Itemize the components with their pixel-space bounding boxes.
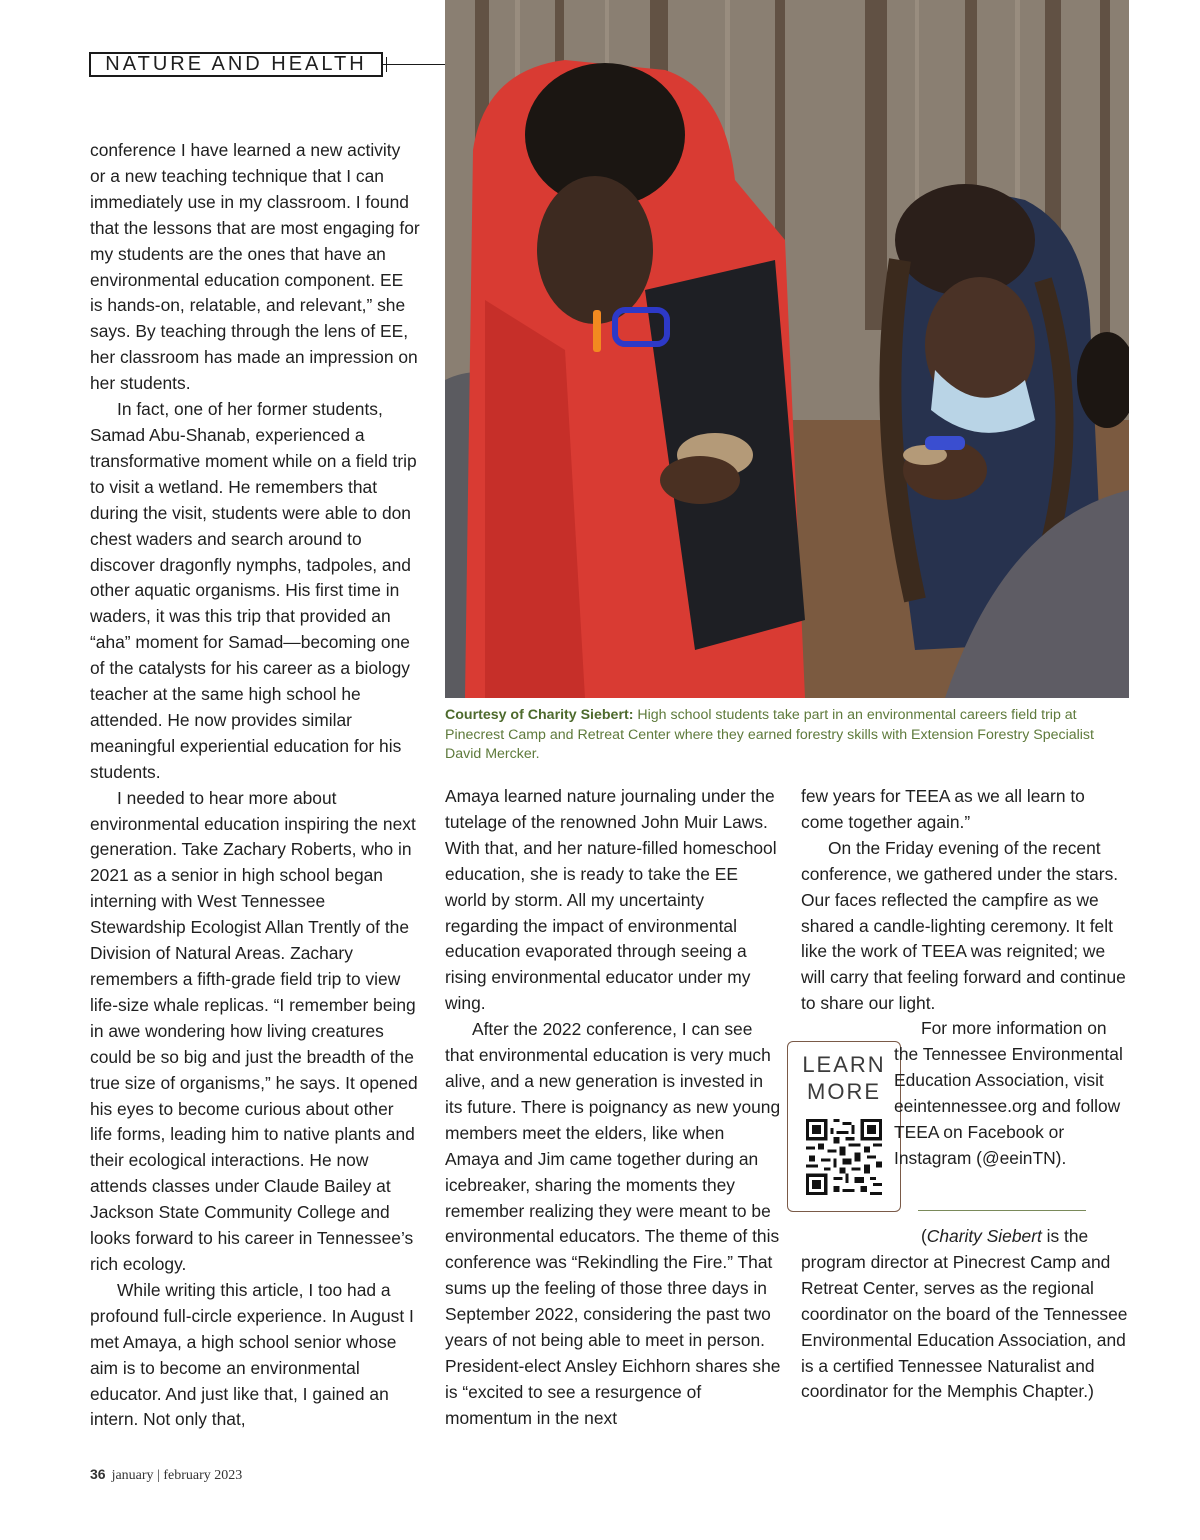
students-field-trip-photo bbox=[445, 0, 1129, 698]
paragraph: In fact, one of her former students, Samad Abu-Shanab, experienced a transformative moment while on a field trip to visit a wetland. He remembers that during the visit, students were able to don chest waders and search around to discover dragonfly nymphs, tadpoles, and other aquatic organisms. His first time in waders, it was this trip that provided an “aha” moment for Samad—becoming one of the catalysts for his career as a biology teacher at the same high school he attended. He now provides similar meaningful experiential education for his students. bbox=[90, 399, 417, 782]
photo-illustration bbox=[445, 0, 1129, 698]
paragraph: few years for TEEA as we all learn to come together again.” bbox=[801, 786, 1085, 832]
section-rule bbox=[383, 64, 446, 65]
article-column-1 bbox=[90, 138, 420, 1433]
learn-more-info bbox=[894, 1016, 1131, 1171]
learn-more-info-text: For more information on the Tennessee Environmental Education Association, visit eeintennessee.org and follow TEEA on Facebook or Instagram (@eeinTN). bbox=[894, 1018, 1123, 1168]
bio-text: is the program director at Pinecrest Camp and Retreat Center, serves as the regional coordinator on the board of the Tennessee Environmental Education Association, and is a certified Tennessee Naturalist and coordinator for the Memphis Chapter.) bbox=[801, 1226, 1128, 1402]
article-column-2 bbox=[445, 784, 781, 1432]
page-number: 36 bbox=[90, 1466, 106, 1482]
learn-more-line1: LEARN bbox=[802, 1052, 886, 1077]
learn-more-line2: MORE bbox=[807, 1079, 881, 1104]
article-column-3 bbox=[801, 784, 1131, 1017]
author-bio bbox=[801, 1224, 1131, 1405]
caption-credit: Courtesy of Charity Siebert: bbox=[445, 707, 634, 723]
paragraph: I needed to hear more about environmental education inspiring the next generation. Take Zachary Roberts, who in 2021 as a senior in high school began interning with West Tennessee Stewardship Ecologist Allan Trently of the Division of Natural Areas. Zachary remembers a fifth-grade field trip to view life-size whale replicas. “I remember being in awe wondering how living creatures could be so big and just the breadth of the true size of organisms,” he says. It opened his eyes to become curious about other life forms, leading him to native plants and their ecological interactions. He now attends classes under Claude Bailey at Jackson State Community College and looks forward to his career in Tennessee’s rich ecology. bbox=[90, 787, 418, 1274]
photo-caption bbox=[445, 706, 1125, 765]
section-rule-tick bbox=[386, 57, 387, 72]
paragraph: After the 2022 conference, I can see that environmental education is very much alive, and a new generation is invested in its future. There is poignancy as new young members meet the elders, like when Amaya and Jim came together during an icebreaker, sharing the moments they remember realizing they were meant to be environmental educators. The theme of this conference was “Rekindling the Fire.” That sums up the feeling of those three days in September 2022, considering the past two years of not being able to meet in person. President-elect Ansley Eichhorn shares she is “excited to see a resurgence of momentum in the next bbox=[445, 1019, 781, 1428]
learn-more-box bbox=[787, 1041, 901, 1212]
paragraph: Amaya learned nature journaling under the tutelage of the renowned John Muir Laws. With that, and her nature-filled homeschool education, she is ready to take the EE world by storm. All my uncertainty regarding the impact of environmental education evaporated through seeing a rising environmental educator under my wing. bbox=[445, 786, 777, 1014]
page-footer bbox=[90, 1466, 242, 1484]
bio-paragraph bbox=[801, 1224, 1131, 1405]
bio-author-name: Charity Siebert bbox=[926, 1226, 1042, 1246]
caption-text: High school students take part in an environmental careers field trip at Pinecrest Camp and Retreat Center where they earned forestry skills with Extension Forestry Specialist David Mercker. bbox=[445, 707, 1094, 762]
section-label: NATURE AND HEALTH bbox=[89, 52, 383, 77]
bio-open: ( bbox=[921, 1226, 927, 1246]
paragraph: While writing this article, I too had a profound full-circle experience. In August I met Amaya, a high school senior whose aim is to become an environmental educator. And just like that, I gained an intern. Not only that, bbox=[90, 1279, 414, 1430]
learn-more-label bbox=[788, 1051, 900, 1105]
paragraph: conference I have learned a new activity or a new teaching technique that I can immediately use in my classroom. I found that the lessons that are most engaging for my students are the ones that have an environmental education component. EE is hands-on, relatable, and relevant,” she says. By teaching through the lens of EE, her classroom has made an impression on her students. bbox=[90, 140, 420, 394]
issue-date: january | february 2023 bbox=[111, 1468, 243, 1483]
qr-code-icon[interactable] bbox=[806, 1119, 882, 1195]
info-divider bbox=[918, 1210, 1086, 1211]
paragraph: On the Friday evening of the recent conference, we gathered under the stars. Our faces reflected the campfire as we shared a candle-lighting ceremony. It felt like the work of TEEA was reignited; we will carry that feeling forward and continue to share our light. bbox=[801, 837, 1126, 1014]
